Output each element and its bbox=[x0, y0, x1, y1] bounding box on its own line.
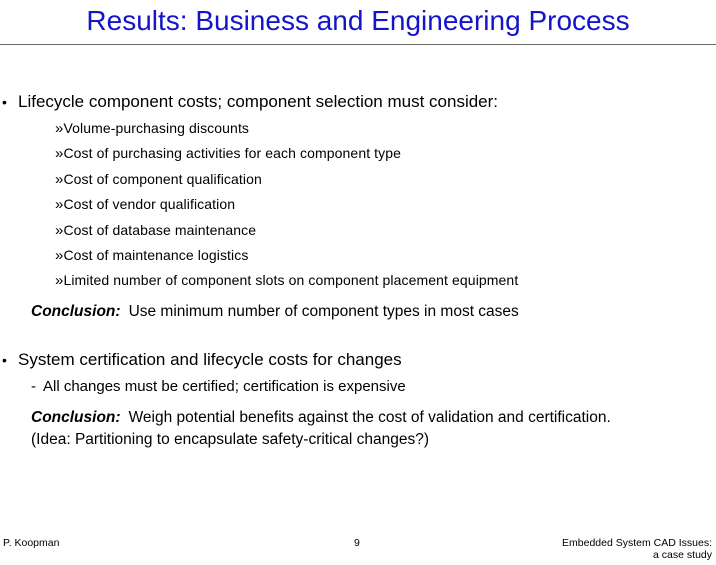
sub-item-marker: » bbox=[55, 145, 64, 162]
footer-page-number: 9 bbox=[354, 537, 360, 549]
sub-item bbox=[55, 120, 249, 137]
dash-marker: - bbox=[31, 378, 36, 395]
sub-item bbox=[55, 247, 248, 264]
conclusion-1 bbox=[31, 303, 519, 321]
conclusion-text: Weigh potential benefits against the cost of validation and certification. bbox=[128, 409, 611, 426]
sub-item-text: Volume-purchasing discounts bbox=[63, 120, 250, 136]
sub-item-text: Limited number of component slots on component placement equipment bbox=[63, 272, 519, 288]
sub-item bbox=[55, 222, 256, 239]
title-rule bbox=[0, 44, 716, 45]
sub-item-marker: » bbox=[55, 222, 64, 239]
dash-item bbox=[31, 378, 406, 395]
sub-item-marker: » bbox=[55, 120, 64, 137]
bullet-text: System certification and lifecycle costs for changes bbox=[18, 350, 402, 369]
sub-item bbox=[55, 272, 518, 289]
sub-item-marker: » bbox=[55, 196, 64, 213]
bullet-lifecycle-costs bbox=[2, 92, 498, 112]
sub-item-marker: » bbox=[55, 272, 64, 289]
conclusion-2-line2: (Idea: Partitioning to encapsulate safety-critical changes?) bbox=[31, 431, 430, 448]
bullet-marker: • bbox=[2, 352, 7, 368]
footer-course-title bbox=[562, 537, 712, 561]
dash-item-text: All changes must be certified; certification is expensive bbox=[43, 378, 406, 395]
sub-item-text: Cost of maintenance logistics bbox=[63, 247, 249, 263]
bullet-system-certification bbox=[2, 350, 402, 370]
conclusion-label: Conclusion: bbox=[31, 303, 121, 320]
sub-item-marker: » bbox=[55, 247, 64, 264]
conclusion-label: Conclusion: bbox=[31, 409, 121, 426]
sub-item-text: Cost of purchasing activities for each component type bbox=[63, 145, 402, 161]
bullet-text: Lifecycle component costs; component selection must consider: bbox=[18, 92, 499, 111]
sub-item-text: Cost of component qualification bbox=[63, 171, 262, 187]
sub-item-text: Cost of vendor qualification bbox=[63, 196, 236, 212]
footer-course-line1: Embedded System CAD Issues: bbox=[562, 537, 712, 549]
sub-item bbox=[55, 145, 401, 162]
sub-item-marker: » bbox=[55, 171, 64, 188]
footer-author: P. Koopman bbox=[3, 537, 60, 549]
sub-item bbox=[55, 196, 235, 213]
sub-item-text: Cost of database maintenance bbox=[63, 222, 257, 238]
bullet-marker: • bbox=[2, 94, 7, 110]
sub-item bbox=[55, 171, 262, 188]
footer-course-line2: a case study bbox=[653, 549, 712, 561]
conclusion-2 bbox=[31, 409, 611, 427]
conclusion-text: Use minimum number of component types in most cases bbox=[128, 303, 519, 320]
slide-title: Results: Business and Engineering Process bbox=[86, 5, 630, 36]
